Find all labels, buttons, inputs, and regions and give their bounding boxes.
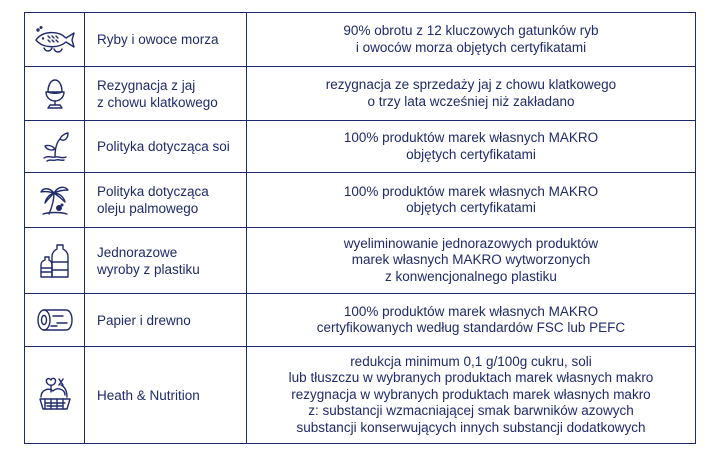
table-row xyxy=(25,294,695,347)
row-description: 100% produktów marek własnych MAKRO objętych certyfikatami xyxy=(343,183,599,215)
row-label: Rezygnacja z jaj z chowu klatkowego xyxy=(85,67,247,120)
icon-cell xyxy=(25,121,85,172)
table-row xyxy=(25,13,695,67)
row-description: redukcja minimum 0,1 g/100g cukru, soli lub tłuszczu w wybranych produktach marek własnych makro rezygnacja w wybranych produktach marek własnych makro z: substancji wzmacniającej smak barwników azowych substancji konserwujących innych substancji dodatkowych xyxy=(288,353,654,435)
row-description: 100% produktów marek własnych MAKRO certyfikowanych według standardów FSC lub PEFC xyxy=(316,303,626,335)
row-label: Ryby i owoce morza xyxy=(85,13,247,66)
fish-icon xyxy=(32,25,78,55)
palm-tree-icon xyxy=(39,183,71,217)
soy-sprout-icon xyxy=(40,131,70,163)
row-description: wyeliminowanie jednorazowych produktów marek własnych MAKRO wytworzonych z konwencjonalnego plastiku xyxy=(343,235,599,284)
icon-cell xyxy=(25,67,85,120)
icon-cell xyxy=(25,294,85,346)
table-row xyxy=(25,173,695,228)
icon-cell xyxy=(25,228,85,293)
row-label: Polityka dotycząca oleju palmowego xyxy=(85,173,247,227)
table-row xyxy=(25,347,695,443)
plastic-bottles-icon xyxy=(38,242,72,280)
table-row xyxy=(25,67,695,121)
row-label: Polityka dotycząca soi xyxy=(85,121,247,172)
table-row xyxy=(25,121,695,173)
row-label: Heath & Nutrition xyxy=(85,347,247,443)
icon-cell xyxy=(25,13,85,66)
row-description: 90% obrotu z 12 kluczowych gatunków ryb i owoców morza objętych certyfikatami xyxy=(343,23,599,55)
vegetables-icon xyxy=(37,375,73,415)
row-description: rezygnacja ze sprzedaży jaj z chowu klatkowego o trzy lata wcześniej niż zakładano xyxy=(325,77,617,109)
icon-cell xyxy=(25,347,85,443)
row-label: Papier i drewno xyxy=(85,294,247,346)
certification-table xyxy=(24,12,696,444)
wood-log-icon xyxy=(35,306,75,334)
egg-cup-icon xyxy=(42,77,68,111)
row-description: 100% produktów marek własnych MAKRO objętych certyfikatami xyxy=(343,130,599,162)
icon-cell xyxy=(25,173,85,227)
table-row xyxy=(25,228,695,294)
row-label: Jednorazowe wyroby z plastiku xyxy=(85,228,247,293)
